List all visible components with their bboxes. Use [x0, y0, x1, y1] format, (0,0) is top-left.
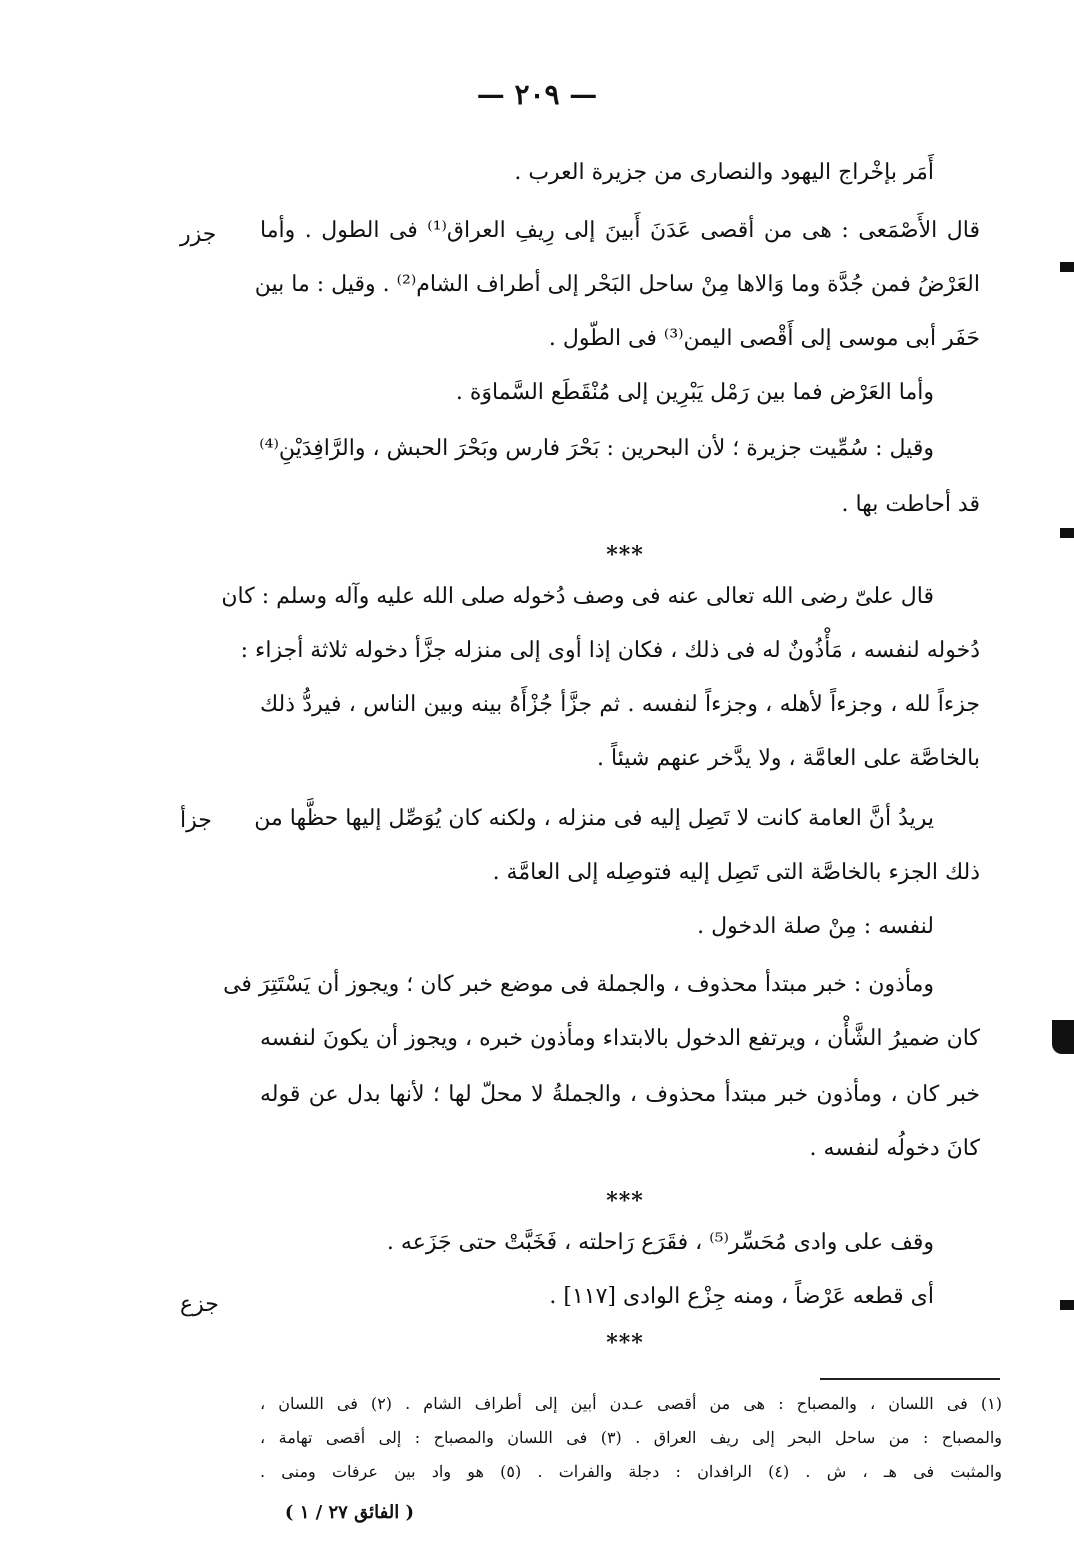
margin-headword: جزأ: [180, 808, 212, 833]
text-line: لنفسه : مِنْ صلة الدخول .: [697, 914, 934, 939]
section-separator: ***: [606, 1330, 644, 1356]
section-separator: ***: [606, 1188, 644, 1214]
text-line: قال علىّ رضى الله تعالى عنه فى وصف دُخوله صلى الله عليه وآله وسلم : كان: [221, 584, 934, 609]
footnote-line: والمثبت فى هـ ، ش . (٤) الرافدان : دجلة والفرات . (٥) هو واد بين عرفات ومنى .: [260, 1462, 1002, 1481]
text-line: وأما العَرْض فما بين رَمْل يَبْرِين إلى مُنْقَطَع السَّماوَة .: [455, 380, 934, 405]
text-line: أَمَر بإخْراج اليهود والنصارى من جزيرة العرب .: [514, 160, 934, 185]
text-line: ذلك الجزء بالخاصَّة التى تَصِل إليه فتوصِله إلى العامَّة .: [492, 860, 980, 885]
text-line: قد أحاطت بها .: [841, 492, 980, 517]
scan-edge-mark: [1060, 528, 1074, 538]
text-line: يريدُ أنَّ العامة كانت لا تَصِل إليه فى منزله ، ولكنه كان يُوَصِّل إليها حظَّها من: [254, 806, 934, 831]
text-line: وقيل : سُمِّيت جزيرة ؛ لأن البحرين : بَحْرَ فارس وبَحْرَ الحبش ، والرَّافِدَيْنِ⁽⁴⁾: [259, 436, 934, 461]
text-line: خبر كان ، ومأذون خبر مبتدأ محذوف ، والجملةُ لا محلّ لها ؛ لأنها بدل عن قوله: [260, 1082, 980, 1107]
text-line: كان ضميرُ الشَّأْن ، ويرتفع الدخول بالابتداء ومأذون خبره ، ويجوز أن يكونَ لنفسه: [260, 1026, 980, 1051]
text-line: جزءاً لله ، وجزءاً لأهله ، وجزءاً لنفسه . ثم جزَّأ جُزْأَهُ بينه وبين الناس ، فيردُّ ذلك: [260, 692, 980, 717]
text-line: بالخاصَّة على العامَّة ، ولا يدَّخر عنهم شيئاً .: [597, 746, 980, 771]
text-line: دُخوله لنفسه ، مَأْذُونٌ له فى ذلك ، فكان إذا أوى إلى منزله جزَّأ دخوله ثلاثة أجزاء :: [240, 638, 980, 663]
text-line: ومأذون : خبر مبتدأ محذوف ، والجملة فى موضع خبر كان ؛ ويجوز أن يَسْتَتِرَ فى: [223, 972, 934, 997]
text-line: حَفَر أبى موسى إلى أَقْصى اليمن⁽³⁾ فى الطّول .: [548, 326, 980, 351]
text-line: كانَ دخولُه لنفسه .: [809, 1136, 980, 1161]
source-reference: ( الفائق ٢٧ / ١ ): [284, 1502, 414, 1523]
scan-edge-mark: [1060, 1300, 1074, 1310]
footnote-line: (١) فى اللسان ، والمصباح : هى من أقصى عـدن أبين إلى أطراف الشام . (٢) فى اللسان ،: [260, 1394, 1002, 1413]
margin-headword: جزع: [180, 1292, 219, 1317]
text-line: وقف على وادى مُحَسِّر⁽⁵⁾ ، فقَرَع رَاحلته ، فَخَبَّتْ حتى جَزَعه .: [386, 1230, 934, 1255]
text-line: قال الأَصْمَعى : هى من أقصى عَدَنَ أَبينَ إلى رِيفِ العراق⁽¹⁾ فى الطول . وأما: [260, 218, 980, 243]
text-line: العَرْضُ فمن جُدَّة وما وَالاها مِنْ ساحل البَحْر إلى أطراف الشام⁽²⁾ . وقيل : ما بين: [254, 272, 980, 297]
footnote-line: والمصباح : من ساحل البحر إلى ريف العراق . (٣) فى اللسان والمصباح : إلى أقصى تهامة ،: [260, 1428, 1002, 1447]
scan-edge-mark: [1052, 1020, 1074, 1054]
footnote-rule: [820, 1378, 1000, 1380]
section-separator: ***: [606, 542, 644, 568]
scan-edge-mark: [1060, 262, 1074, 272]
text-line: أى قطعه عَرْضاً ، ومنه جِزْع الوادى [١١٧] .: [549, 1284, 934, 1309]
margin-headword: جزر: [180, 222, 217, 247]
page-number: — ٢٠٩ —: [476, 78, 598, 111]
